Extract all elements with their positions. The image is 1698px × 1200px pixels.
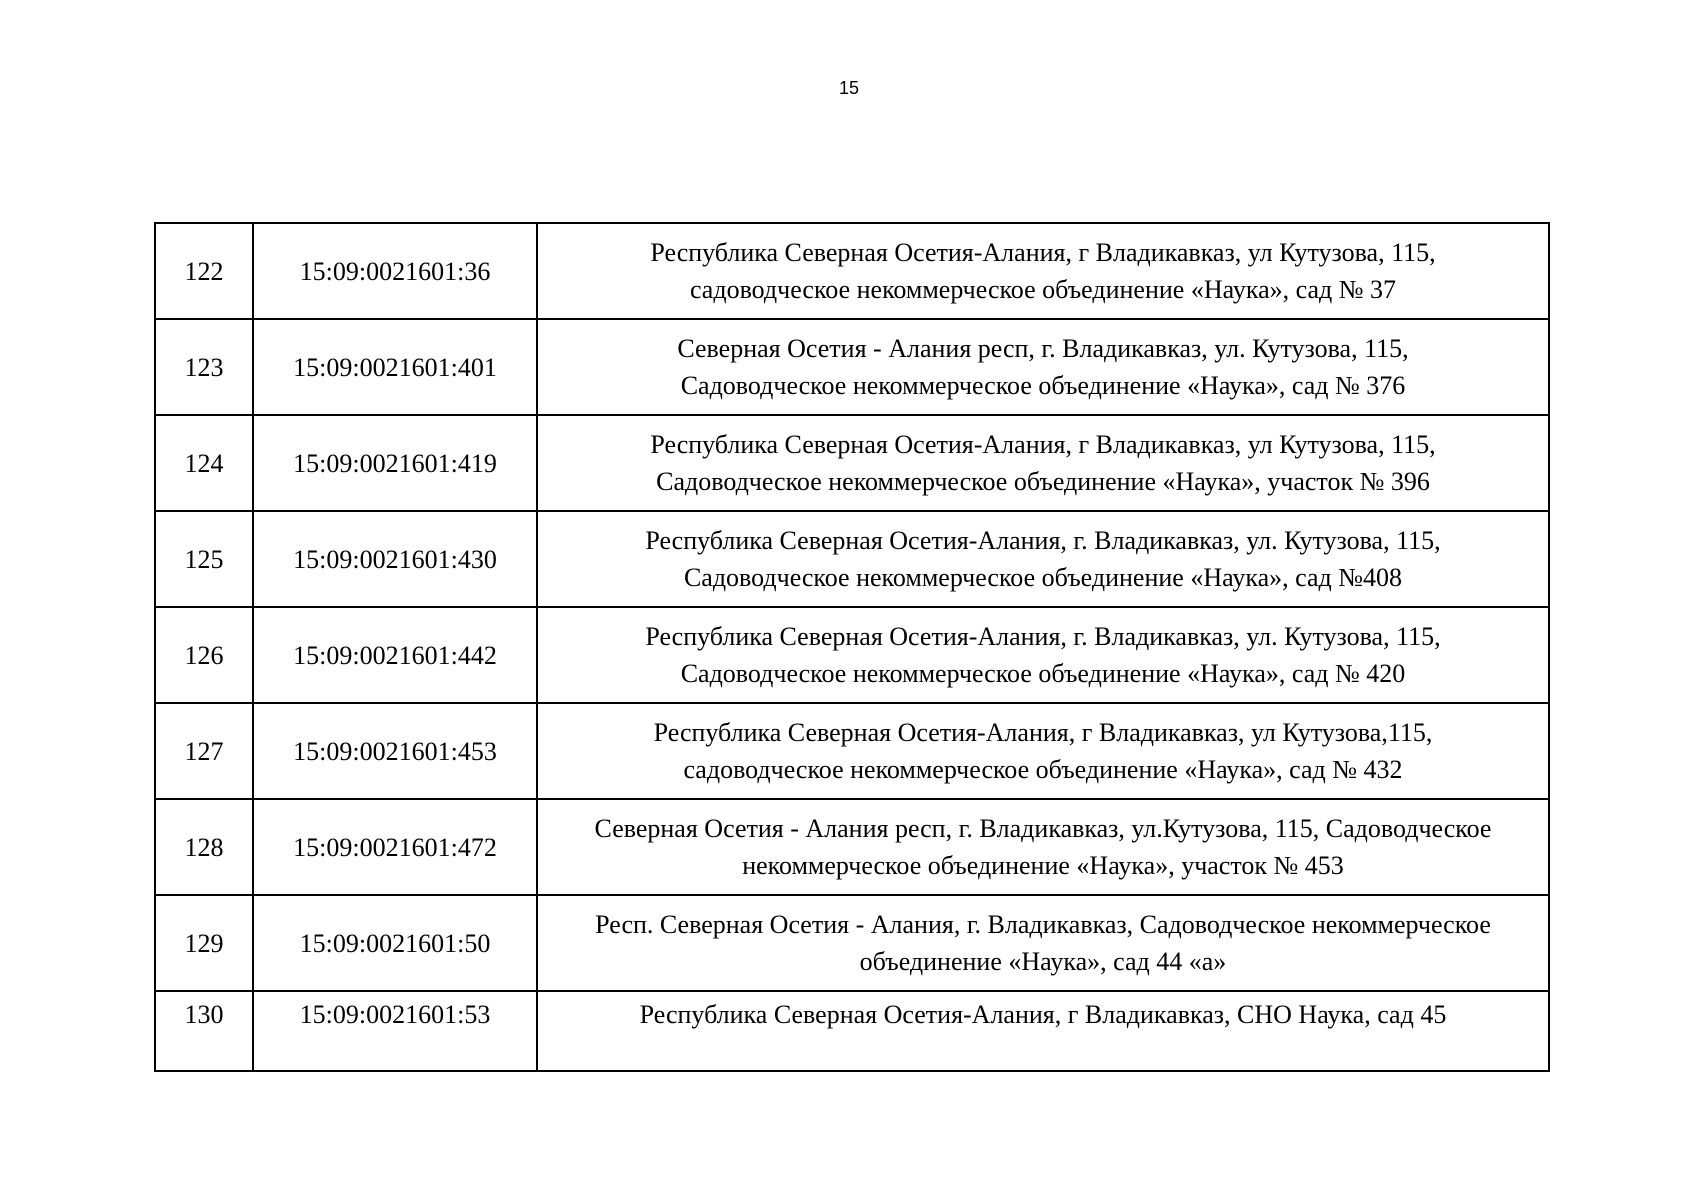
row-number: 128	[155, 799, 253, 895]
address-line-1: Республика Северная Осетия-Алания, г Владикавказ, ул Кутузова, 115,	[650, 430, 1436, 459]
address-line-1: Северная Осетия - Алания респ, г. Владикавказ, ул. Кутузова, 115,	[677, 334, 1409, 363]
address	[537, 319, 1549, 415]
address-line-1: Республика Северная Осетия-Алания, г. Владикавказ, ул. Кутузова, 115,	[645, 622, 1441, 651]
cadastral-number: 15:09:0021601:430	[253, 511, 537, 607]
row-number: 129	[155, 895, 253, 991]
cadastral-number: 15:09:0021601:53	[253, 991, 537, 1071]
cadastral-number: 15:09:0021601:50	[253, 895, 537, 991]
address	[537, 607, 1549, 703]
address-line-2: объединение «Наука», сад 44 «а»	[859, 947, 1227, 976]
cadastral-number: 15:09:0021601:453	[253, 703, 537, 799]
address	[537, 799, 1549, 895]
cadastral-number: 15:09:0021601:442	[253, 607, 537, 703]
page-number: 15	[838, 78, 860, 98]
address-line-2: Садоводческое некоммерческое объединение «Наука», сад № 376	[680, 371, 1406, 400]
cadastral-number: 15:09:0021601:401	[253, 319, 537, 415]
address-line-2: садоводческое некоммерческое объединение «Наука», сад № 432	[683, 755, 1403, 784]
land-plot-table	[154, 222, 1550, 1072]
address	[537, 415, 1549, 511]
table-row	[155, 511, 1549, 607]
cadastral-number: 15:09:0021601:36	[253, 223, 537, 319]
table-row	[155, 415, 1549, 511]
address-line-1: Северная Осетия - Алания респ, г. Владикавказ, ул.Кутузова, 115, Садоводческое	[594, 814, 1492, 843]
table-row	[155, 223, 1549, 319]
address-line-2: некоммерческое объединение «Наука», участок № 453	[742, 851, 1344, 880]
address-line-1: Респ. Северная Осетия - Алания, г. Владикавказ, Садоводческое некоммерческое	[595, 910, 1491, 939]
table-row	[155, 895, 1549, 991]
table-row	[155, 319, 1549, 415]
address	[537, 223, 1549, 319]
address-line-1: Республика Северная Осетия-Алания, г Владикавказ, СНО Наука, сад 45	[639, 1000, 1447, 1029]
address-line-2: Садоводческое некоммерческое объединение «Наука», сад № 420	[680, 659, 1406, 688]
table-row	[155, 607, 1549, 703]
address-line-2: садоводческое некоммерческое объединение «Наука», сад № 37	[689, 275, 1397, 304]
row-number: 130	[155, 991, 253, 1071]
address-line-1: Республика Северная Осетия-Алания, г. Владикавказ, ул. Кутузова, 115,	[645, 526, 1441, 555]
row-number: 127	[155, 703, 253, 799]
row-number: 124	[155, 415, 253, 511]
address-line-1: Республика Северная Осетия-Алания, г Владикавказ, ул Кутузова,115,	[653, 718, 1433, 747]
address	[537, 511, 1549, 607]
address	[537, 895, 1549, 991]
address-line-1: Республика Северная Осетия-Алания, г Владикавказ, ул Кутузова, 115,	[650, 238, 1436, 267]
row-number: 123	[155, 319, 253, 415]
row-number: 122	[155, 223, 253, 319]
cadastral-number: 15:09:0021601:419	[253, 415, 537, 511]
address-line-2: Садоводческое некоммерческое объединение «Наука», сад №408	[683, 563, 1403, 592]
cadastral-number: 15:09:0021601:472	[253, 799, 537, 895]
table-row	[155, 703, 1549, 799]
address	[537, 703, 1549, 799]
table-row	[155, 799, 1549, 895]
row-number: 125	[155, 511, 253, 607]
table-row	[155, 991, 1549, 1071]
row-number: 126	[155, 607, 253, 703]
address	[537, 991, 1549, 1071]
address-line-2: Садоводческое некоммерческое объединение «Наука», участок № 396	[656, 467, 1430, 496]
